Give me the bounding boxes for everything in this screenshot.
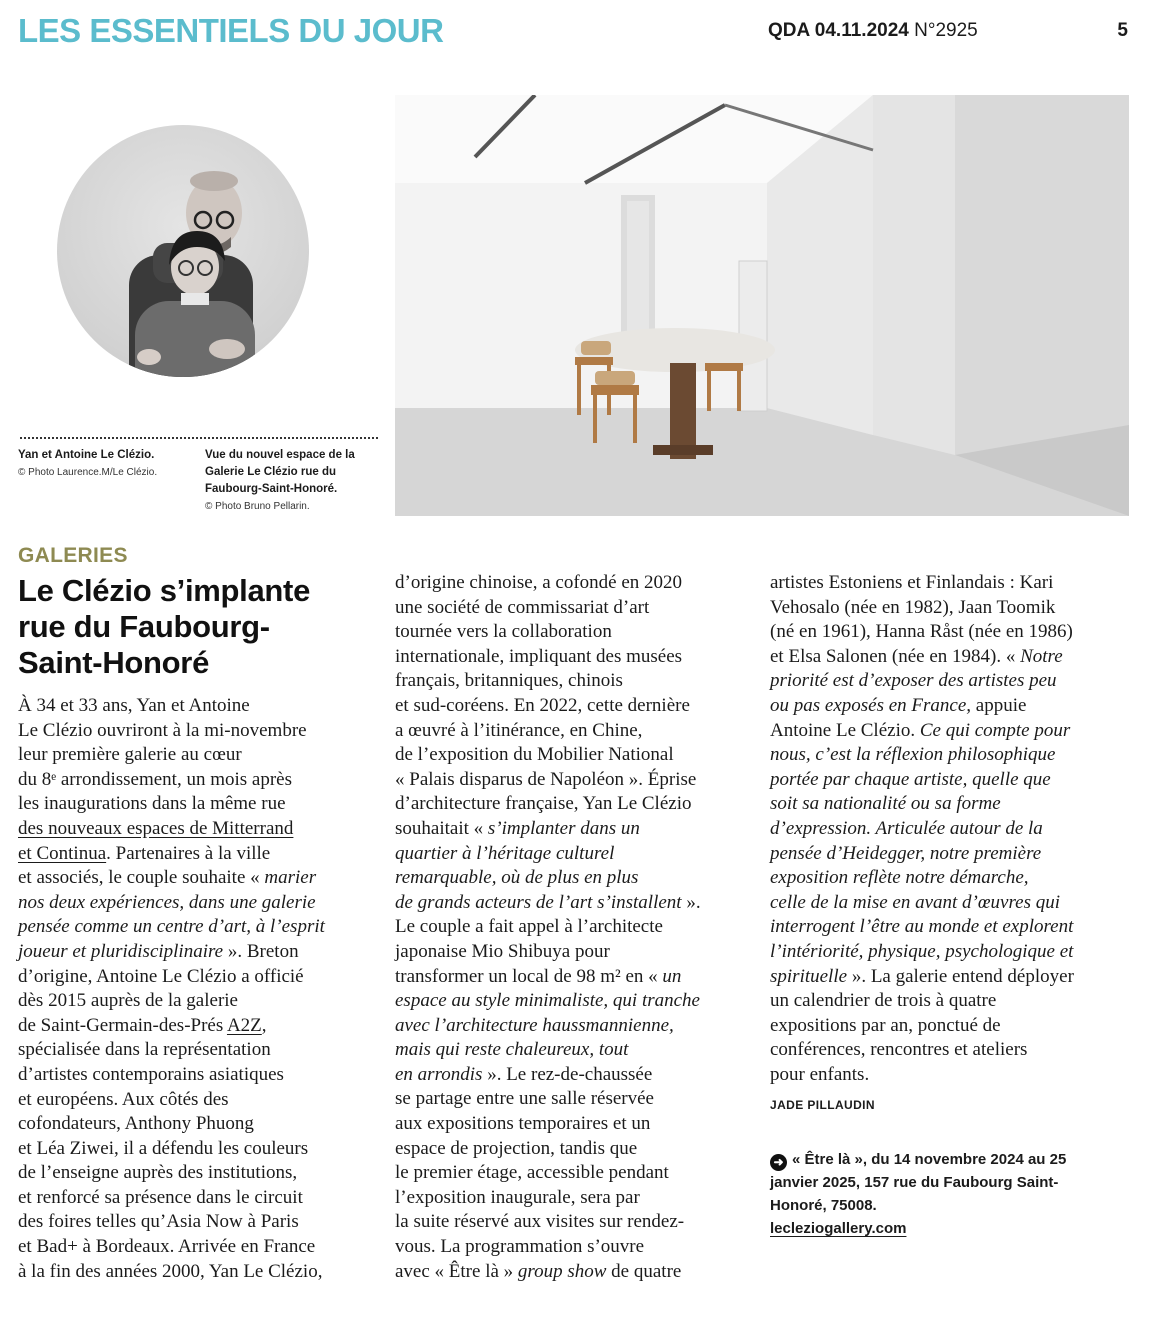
article-column-2 xyxy=(395,571,760,1284)
quote-text: pensée d’Heidegger, notre première xyxy=(770,842,1042,864)
headline-line: Le Clézio s’implante xyxy=(18,573,311,608)
gallery-caption-credit: © Photo Bruno Pellarin. xyxy=(205,501,310,512)
quote-text: en arrondis xyxy=(395,1063,483,1085)
portrait-caption-credit: © Photo Laurence.M/Le Clézio. xyxy=(18,467,158,478)
body-text: et associés, le couple souhaite « xyxy=(18,867,265,889)
body-line: et sud-coréens. En 2022, cette dernière xyxy=(395,694,690,716)
quote-text: s’implanter dans un xyxy=(487,817,640,839)
portrait-photo xyxy=(57,125,309,377)
body-line: conférences, rencontres et ateliers xyxy=(770,1039,1028,1061)
article-column-1 xyxy=(18,694,383,1284)
gallery-interior-illustration xyxy=(395,95,1129,516)
arrow-right-circle-icon: ➜ xyxy=(770,1154,787,1171)
body-line: à la fin des années 2000, Yan Le Clézio, xyxy=(18,1260,323,1282)
body-text: avec « Être là » xyxy=(395,1260,518,1282)
body-line: d’origine, Antoine Le Clézio a officié xyxy=(18,965,304,987)
body-line: se partage entre une salle réservée xyxy=(395,1088,654,1110)
quote-text: espace au style minimaliste, qui tranche xyxy=(395,990,700,1012)
body-line: leur première galerie au cœur xyxy=(18,744,242,766)
quote-text: Ce qui compte pour xyxy=(919,719,1071,741)
body-line: cofondateurs, Anthony Phuong xyxy=(18,1113,254,1135)
body-text: , xyxy=(261,1014,267,1036)
body-line: a œuvré à l’itinérance, en Chine, xyxy=(395,719,643,741)
quote-text: priorité est d’exposer des artistes peu xyxy=(770,670,1057,692)
publication-date: QDA 04.11.2024 xyxy=(768,20,909,41)
body-text: ». xyxy=(681,891,701,913)
body-text: Antoine Le Clézio. xyxy=(770,719,920,741)
quote-text: l’intériorité, physique, psychologique et xyxy=(770,940,1074,962)
quote-text: avec l’architecture haussmannienne, xyxy=(395,1014,674,1036)
gallery-caption-line: Galerie Le Clézio rue du xyxy=(205,466,337,478)
article-headline xyxy=(18,573,388,681)
quote-text: d’expression. Articulée autour de la xyxy=(770,817,1043,839)
mitterrand-continua-link[interactable]: des nouveaux espaces de Mitterrand xyxy=(18,817,294,839)
quote-text: spirituelle xyxy=(770,965,848,987)
body-line: expositions par an, ponctué de xyxy=(770,1014,1001,1036)
body-line: du 8ᵉ arrondissement, un mois après xyxy=(18,768,292,790)
body-text: ». Breton xyxy=(223,940,299,962)
exhibition-info xyxy=(770,1148,1120,1240)
body-line: « Palais disparus de Napoléon ». Éprise xyxy=(395,768,697,790)
body-text: ». Le rez-de-chaussée xyxy=(482,1063,653,1085)
a2z-link[interactable]: A2Z xyxy=(226,1014,262,1036)
body-line: japonaise Mio Shibuya pour xyxy=(395,940,610,962)
author-byline: JADE PILLAUDIN xyxy=(770,1098,875,1112)
quote-text: marier xyxy=(264,867,317,889)
body-text: . Partenaires à la ville xyxy=(106,842,271,864)
article-column-3 xyxy=(770,571,1135,1087)
body-line: de l’enseigne auprès des institutions, xyxy=(18,1162,298,1184)
body-line: une société de commissariat d’art xyxy=(395,596,650,618)
quote-text: quartier à l’héritage culturel xyxy=(395,842,615,864)
info-line: Honoré, 75008. xyxy=(770,1197,877,1214)
body-text: appuie xyxy=(971,694,1027,716)
body-line: de l’exposition du Mobilier National xyxy=(395,744,674,766)
quote-text: celle de la mise en avant d’œuvres qui xyxy=(770,891,1061,913)
body-line: le premier étage, accessible pendant xyxy=(395,1162,669,1184)
body-line: et renforcé sa présence dans le circuit xyxy=(18,1186,303,1208)
body-line: À 34 et 33 ans, Yan et Antoine xyxy=(18,695,250,716)
gallery-website-link[interactable]: lecleziogallery.com xyxy=(770,1220,907,1237)
body-line: aux expositions temporaires et un xyxy=(395,1113,651,1135)
body-text: de quatre xyxy=(606,1260,682,1282)
body-line: d’architecture française, Yan Le Clézio xyxy=(395,793,692,815)
section-kicker: LES ESSENTIELS DU JOUR xyxy=(18,12,444,49)
quote-text: group show xyxy=(517,1260,607,1282)
gallery-caption-line: Vue du nouvel espace de la xyxy=(205,449,355,461)
quote-text: joueur et pluridisciplinaire xyxy=(18,940,224,962)
gallery-caption xyxy=(205,447,390,515)
body-line: et Léa Ziwei, il a défendu les couleurs xyxy=(18,1137,309,1159)
quote-text: Notre xyxy=(1020,645,1063,667)
body-text: souhaitait « xyxy=(395,817,488,839)
info-line: janvier 2025, 157 rue du Faubourg Saint- xyxy=(770,1174,1059,1191)
issue-number: N°2925 xyxy=(914,20,978,41)
body-line: espace de projection, tandis que xyxy=(395,1137,638,1159)
body-line: des foires telles qu’Asia Now à Paris xyxy=(18,1211,299,1233)
quote-text: portée par chaque artiste, quelle que xyxy=(770,768,1051,790)
portrait-caption-title: Yan et Antoine Le Clézio. xyxy=(18,449,155,461)
body-line: Le couple a fait appel à l’architecte xyxy=(395,916,663,938)
body-line: et européens. Aux côtés des xyxy=(18,1088,229,1110)
headline-line: rue du Faubourg- xyxy=(18,609,270,644)
body-line: l’exposition inaugurale, sera par xyxy=(395,1186,640,1208)
body-line: tournée vers la collaboration xyxy=(395,621,612,643)
quote-text: ou pas exposés en France, xyxy=(770,694,972,716)
body-line: pour enfants. xyxy=(770,1063,870,1085)
body-line: Vehosalo (née en 1982), Jaan Toomik xyxy=(770,596,1056,618)
body-line: vous. La programmation s’ouvre xyxy=(395,1236,645,1258)
body-text: et Elsa Salonen (née en 1984). « xyxy=(770,645,1021,667)
portrait-caption xyxy=(18,447,193,481)
body-text: ». La galerie entend déployer xyxy=(847,965,1074,987)
quote-text: nos deux expériences, dans une galerie xyxy=(18,891,316,913)
body-line: un calendrier de trois à quatre xyxy=(770,990,997,1012)
mitterrand-continua-link-cont[interactable]: et Continua xyxy=(18,842,107,864)
headline-line: Saint-Honoré xyxy=(18,645,210,680)
body-line: d’artistes contemporains asiatiques xyxy=(18,1063,284,1085)
body-line: (né en 1961), Hanna Råst (née en 1986) xyxy=(770,621,1073,643)
caption-divider xyxy=(20,437,378,439)
info-line: « Être là », du 14 novembre 2024 au 25 xyxy=(792,1151,1067,1168)
body-line: la suite réservé aux visites sur rendez- xyxy=(395,1211,685,1233)
quote-text: un xyxy=(662,965,682,987)
quote-text: mais qui reste chaleureux, tout xyxy=(395,1039,629,1061)
body-text: transformer un local de 98 m² en « xyxy=(395,965,663,987)
body-line: Le Clézio ouvriront à la mi-novembre xyxy=(18,719,307,741)
quote-text: de grands acteurs de l’art s’installent xyxy=(395,891,682,913)
body-line: et Bad+ à Bordeaux. Arrivée en France xyxy=(18,1236,316,1258)
portrait-illustration xyxy=(57,125,309,377)
gallery-interior-photo xyxy=(395,95,1129,516)
body-line: artistes Estoniens et Finlandais : Kari xyxy=(770,572,1054,593)
quote-text: remarquable, où de plus en plus xyxy=(395,867,639,889)
quote-text: nous, c’est la réflexion philosophique xyxy=(770,744,1056,766)
body-line: internationale, impliquant des musées xyxy=(395,645,683,667)
article-rubric: GALERIES xyxy=(18,544,128,567)
body-line: d’origine chinoise, a cofondé en 2020 xyxy=(395,572,683,593)
body-line: les inaugurations dans la même rue xyxy=(18,793,286,815)
quote-text: interrogent l’être au monde et explorent xyxy=(770,916,1074,938)
page-number: 5 xyxy=(1117,20,1128,41)
quote-text: pensée comme un centre d’art, à l’esprit xyxy=(18,916,325,938)
quote-text: soit sa nationalité ou sa forme xyxy=(770,793,1001,815)
quote-text: exposition reflète notre démarche, xyxy=(770,867,1029,889)
gallery-caption-line: Faubourg-Saint-Honoré. xyxy=(205,483,338,495)
body-line: spécialisée dans la représentation xyxy=(18,1039,271,1061)
body-text: de Saint-Germain-des-Prés xyxy=(18,1014,227,1036)
body-line: dès 2015 auprès de la galerie xyxy=(18,990,238,1012)
body-line: français, britanniques, chinois xyxy=(395,670,623,692)
